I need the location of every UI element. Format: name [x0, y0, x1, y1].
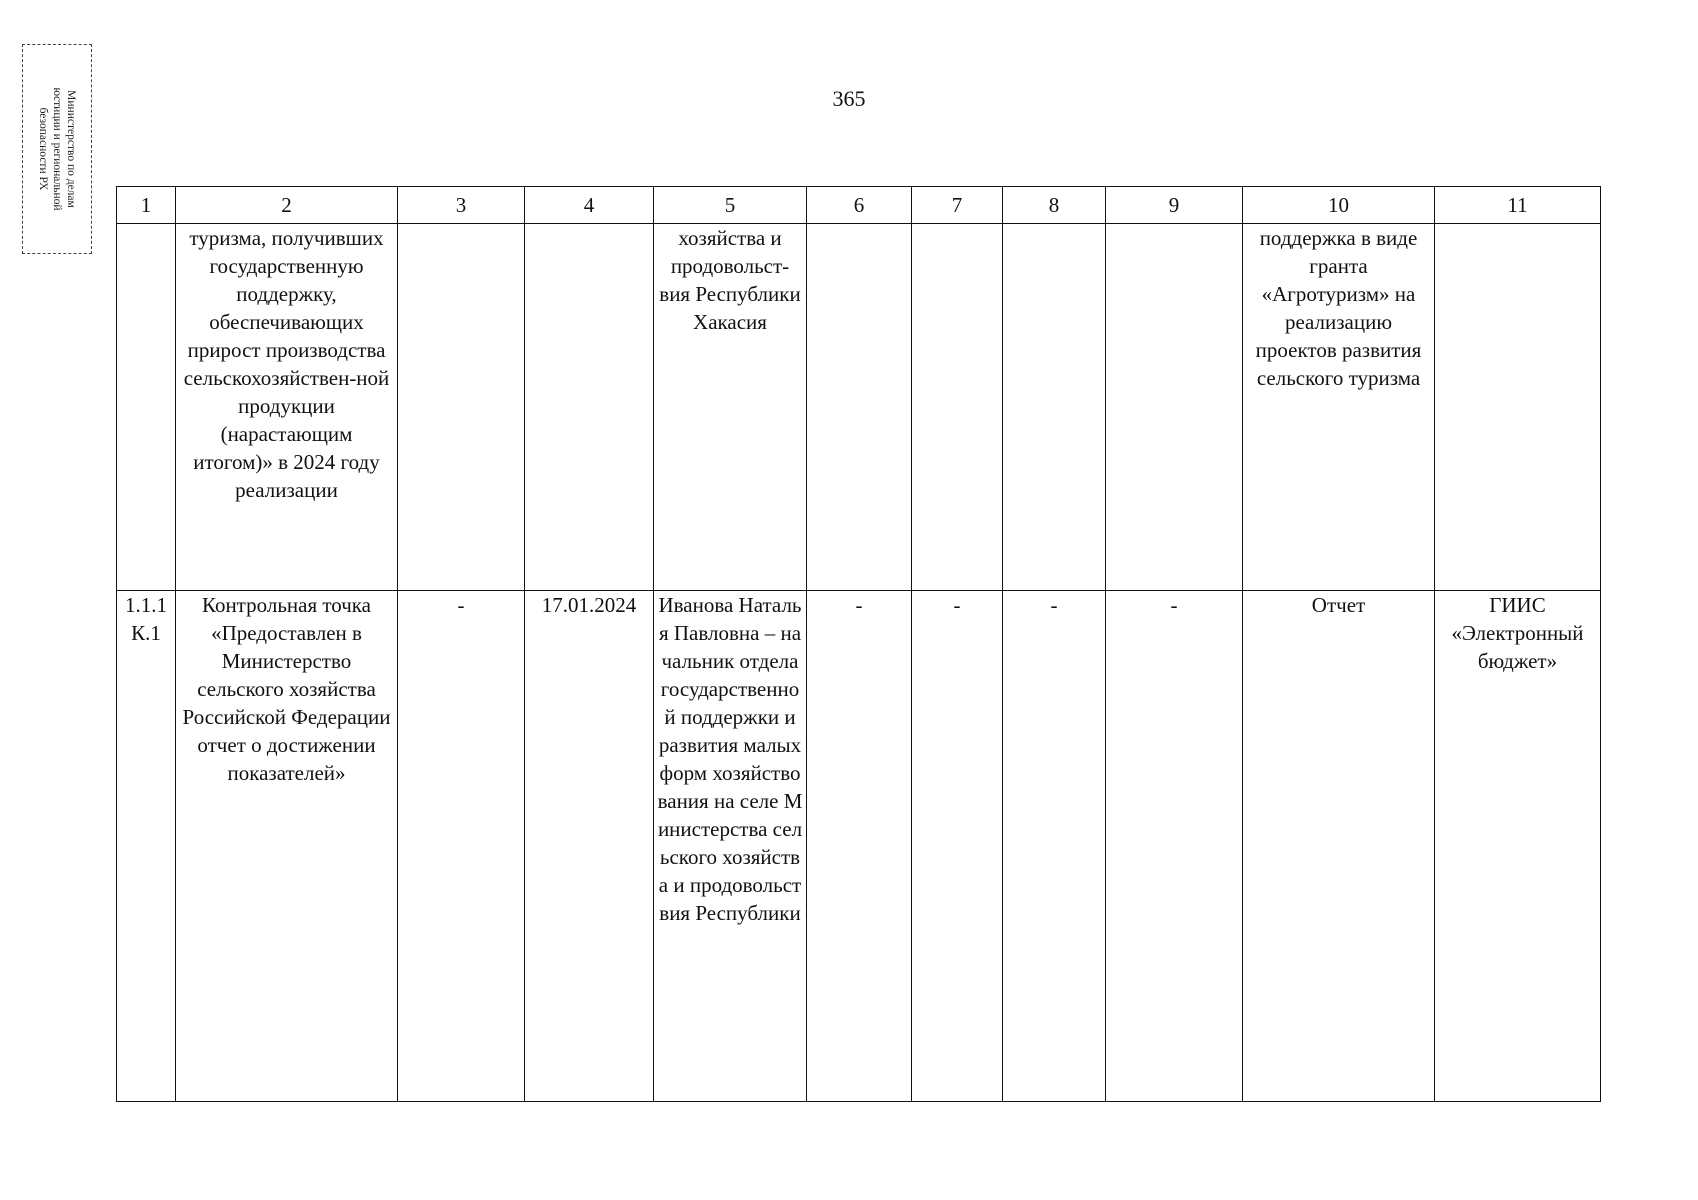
column-number: 9 [1106, 187, 1243, 224]
table-row [117, 591, 1601, 1102]
cell-col-8: - [1003, 591, 1106, 1102]
column-number: 11 [1435, 187, 1601, 224]
cell-col-7: - [912, 591, 1003, 1102]
column-number: 8 [1003, 187, 1106, 224]
cell-end-date [525, 224, 654, 591]
cell-col-9 [1106, 224, 1243, 591]
cell-result-type: поддержка в виде гранта «Агротуризм» на реализацию проектов развития сельского туризма [1243, 224, 1435, 591]
cell-col-8 [1003, 224, 1106, 591]
stamp-text [36, 49, 78, 249]
column-number: 10 [1243, 187, 1435, 224]
implementation-plan-table [116, 186, 1601, 1102]
cell-information-system: ГИИС «Электронный бюджет» [1435, 591, 1601, 1102]
page-number: 365 [832, 86, 866, 111]
cell-description: Контрольная точка «Предоставлен в Министерство сельского хозяйства Российской Федерации отчет о достижении показателей» [176, 591, 398, 1102]
column-number: 4 [525, 187, 654, 224]
cell-result-type: Отчет [1243, 591, 1435, 1102]
cell-col-7 [912, 224, 1003, 591]
column-number: 6 [807, 187, 912, 224]
column-number: 3 [398, 187, 525, 224]
cell-col-9: - [1106, 591, 1243, 1102]
column-number: 2 [176, 187, 398, 224]
registration-stamp [22, 44, 92, 254]
cell-description: туризма, получивших государственную поддержку, обеспечивающих прирост производства сельскохозяйствен-ной продукции (нарастающим итогом)» в 2024 году реализации [176, 224, 398, 591]
cell-information-system [1435, 224, 1601, 591]
column-number: 7 [912, 187, 1003, 224]
column-number: 1 [117, 187, 176, 224]
cell-start-date [398, 224, 525, 591]
column-number: 5 [654, 187, 807, 224]
cell-col-6: - [807, 591, 912, 1102]
stamp-line: юстиции и региональной [51, 87, 63, 211]
cell-start-date: - [398, 591, 525, 1102]
cell-col-6 [807, 224, 912, 591]
cell-end-date: 17.01.2024 [525, 591, 654, 1102]
column-number-row [117, 187, 1601, 224]
cell-responsible: Иванова Наталья Павловна – начальник отдела государственной поддержки и развития малых форм хозяйствования на селе Министерства сельского хозяйства и продовольствия Республики [654, 591, 807, 1102]
cell-number: 1.1.1 К.1 [117, 591, 176, 1102]
cell-number [117, 224, 176, 591]
cell-responsible: хозяйства и продовольст-вия Республики Хакасия [654, 224, 807, 591]
stamp-line: безопасности РХ [37, 107, 49, 191]
table-row [117, 224, 1601, 591]
stamp-line: Министерство по делам [65, 90, 77, 208]
